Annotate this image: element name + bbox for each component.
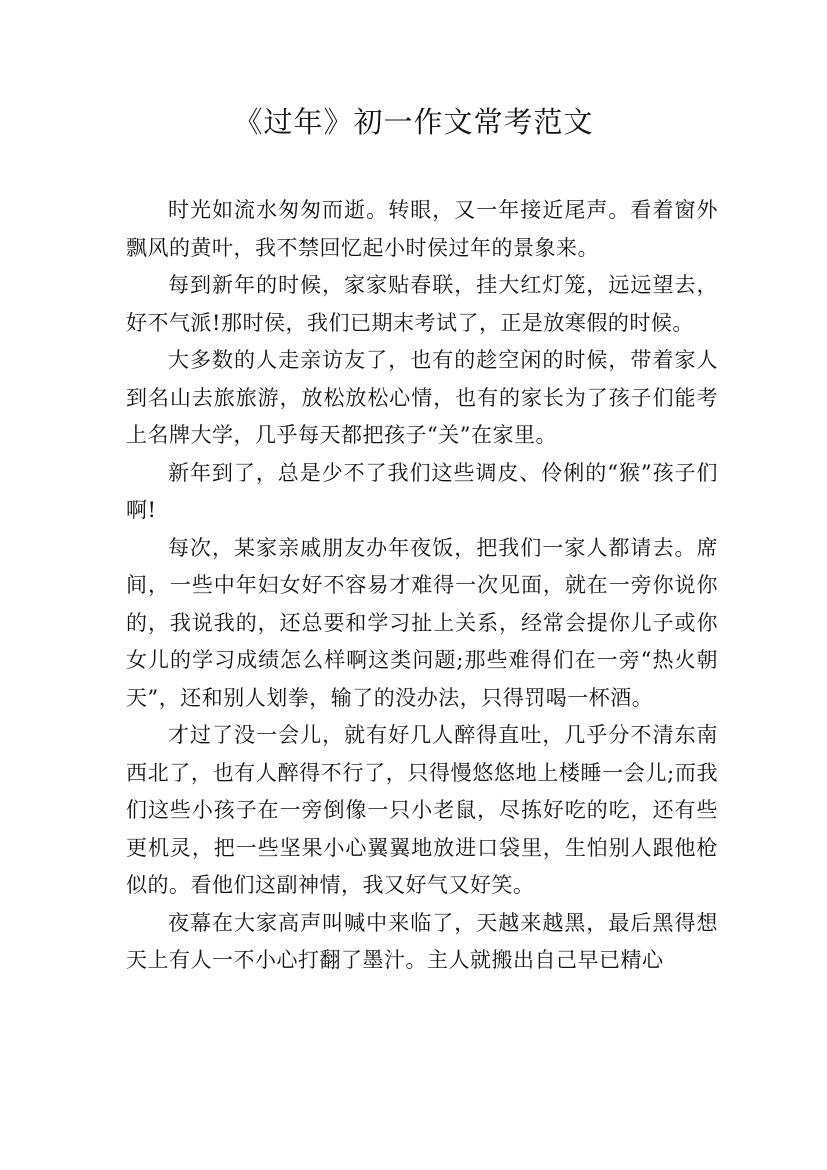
paragraph-2: 每到新年的时候，家家贴春联，挂大红灯笼，远远望去，好不气派!那时侯，我们已期末考试了，正是放寒假的时候。 bbox=[126, 273, 718, 335]
page-title: 《过年》初一作文常考范文 bbox=[233, 105, 594, 139]
paragraph-5: 每次，某家亲戚朋友办年夜饭，把我们一家人都请去。席间，一些中年妇女好不容易才难得一次见面，就在一旁你说你的，我说我的，还总要和学习扯上关系，经常会提你儿子或你女儿的学习成绩怎么样啊这类问题;那些难得们在一旁“热火朝天”，还和别人划拳，输了的没办法，只得罚喝一杯酒。 bbox=[126, 535, 718, 710]
paragraph-1: 时光如流水匆匆而逝。转眼，又一年接近尾声。看着窗外飘风的黄叶，我不禁回忆起小时侯过年的景象来。 bbox=[126, 198, 718, 260]
paragraph-3: 大多数的人走亲访友了，也有的趁空闲的时候，带着家人到名山去旅旅游，放松放松心情，也有的家长为了孩子们能考上名牌大学，几乎每天都把孩子“关”在家里。 bbox=[126, 348, 718, 447]
paragraph-4: 新年到了，总是少不了我们这些调皮、伶俐的“猴”孩子们啊! bbox=[126, 460, 718, 522]
paragraph-6: 才过了没一会儿，就有好几人醉得直吐，几乎分不清东南西北了，也有人醉得不行了，只得慢悠悠地上楼睡一会儿;而我们这些小孩子在一旁倒像一只小老鼠，尽拣好吃的吃，还有些更机灵，把一些坚果小心翼翼地放进口袋里，生怕别人跟他枪似的。看他们这副神情，我又好气又好笑。 bbox=[126, 723, 718, 897]
paragraph-7: 夜幕在大家高声叫喊中来临了，天越来越黑，最后黑得想天上有人一不小心打翻了墨汁。主人就搬出自己早已精心 bbox=[126, 910, 718, 972]
article-body bbox=[126, 192, 718, 980]
